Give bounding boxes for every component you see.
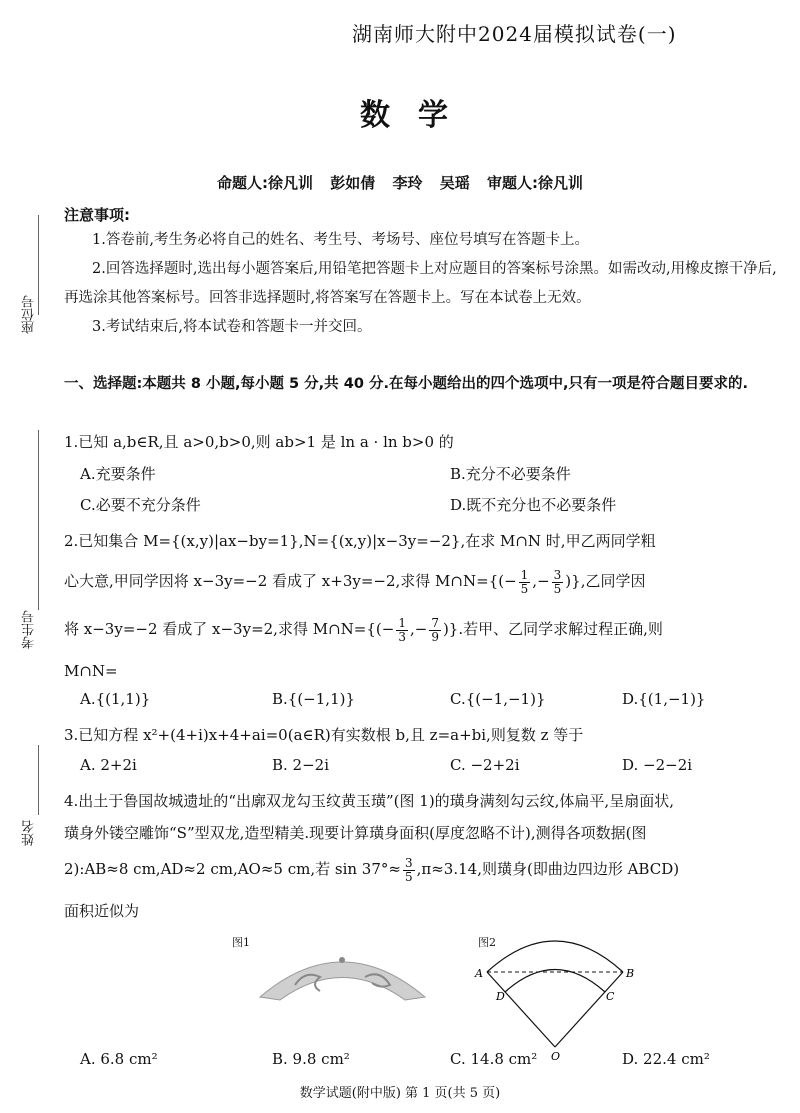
point-label: B [626,967,635,980]
point-label: C [606,990,615,1003]
sector-diagram [470,932,640,1062]
q2-option-d: D.{(1,−1)} [622,690,706,708]
q1-option-c: C.必要不充分条件 [80,496,201,514]
q4-option-b: B. 9.8 cm² [272,1050,350,1068]
jade-artifact-image [255,945,430,1005]
question-3-stem: 3.已知方程 x²+(4+i)x+4+ai=0(a∈R)有实数根 b,且 z=a+bi,则复数 z 等于 [64,726,584,744]
fraction: $\frac{1}{3}$ [398,615,406,644]
author-name: 李玲 [392,174,423,192]
question-4-line-1: 4.出土于鲁国故城遗址的“出廓双龙勾玉纹黄玉璜”(图 1)的璜身满刻勾云纹,体扁平,呈扇面状, [64,792,674,810]
q1-option-b: B.充分不必要条件 [450,465,571,483]
question-4-line-3 [64,854,794,884]
notice-item-1: 1.答卷前,考生务必将自己的姓名、考生号、考场号、座位号填写在答题卡上。 [92,232,589,248]
setter-label: 命题人:徐凡训 [217,174,313,192]
page-footer: 数学试题(附中版) 第 1 页(共 5 页) [299,1086,501,1101]
figure-1-label: 图1 [232,936,250,949]
q2-line2-text: 心大意,甲同学因将 x−3y=−2 看成了 x+3y=−2,求得 M∩N= [64,572,489,590]
q2-line3-end: .若甲、乙同学求解过程正确,则 [458,620,663,638]
reviewer-label: 审题人:徐凡训 [486,174,583,192]
name-line [38,745,39,815]
question-2-line-3: 将 x−3y=−2 看成了 x−3y=2,求得 M∩N={(− $\frac{1}{3}$ ,− $\frac{7}{9}$ )}.若甲、乙同学求解过程正确,则 [64,615,663,644]
q3-option-a: A. 2+2i [80,756,137,774]
exam-no-line [38,430,39,610]
q3-option-b: B. 2−2i [272,756,330,774]
notice-title: 注意事项: [64,206,130,224]
fraction: $\frac{1}{5}$ [520,567,529,596]
question-2-line-2: 心大意,甲同学因将 x−3y=−2 看成了 x+3y=−2,求得 M∩N={(− $\frac{1}{5}$ ,− $\frac{3}{5}$ )},乙同学因 [64,567,646,596]
exam-header-title: 湖南师大附中2024届模拟试卷(一) [352,22,677,46]
notice-item-3: 3.考试结束后,将本试卷和答题卡一并交回。 [92,319,372,335]
name-label: 姓名 [22,820,37,846]
point-label: A [475,967,483,980]
point-label: O [551,1050,561,1062]
question-4-line-2: 璜身外镂空雕饰“S”型双龙,造型精美.现要计算璜身面积(厚度忽略不计),测得各项数据(图 [64,824,647,842]
section-heading: 一、选择题:本题共 8 小题,每小题 5 分,共 40 分.在每小题给出的四个选项中,只有一项是符合题目要求的. [64,376,748,392]
q3-option-d: D. −2−2i [622,756,693,774]
author-name: 吴瑶 [439,174,470,192]
question-4-line-4: 面积近似为 [64,902,140,920]
fraction: $\frac{7}{9}$ [431,615,439,644]
point-label: D [496,990,505,1003]
fraction: $\frac{3}{5}$ [553,567,562,596]
q2-line2-end: ,乙同学因 [580,572,646,590]
question-1-stem: 1.已知 a,b∈R,且 a>0,b>0,则 ab>1 是 ln a · ln b>0 的 [64,433,454,451]
author-name: 彭如倩 [330,174,376,192]
q2-option-a: A.{(1,1)} [80,690,151,708]
subject-title: 数学 [360,98,476,133]
q4-option-c: C. 14.8 cm² [450,1050,538,1068]
q4-option-a: A. 6.8 cm² [80,1050,158,1068]
q1-option-a: A.充要条件 [80,465,156,483]
authors-line [0,172,800,193]
q4-line3-text: 2):AB≈8 cm,AD≈2 cm,AO≈5 cm,若 sin 37°≈ [64,860,401,878]
q1-option-d: D.既不充分也不必要条件 [450,496,617,514]
question-2-line-1: 2.已知集合 M={(x,y)|ax−by=1},N={(x,y)|x−3y=−2},在求 M∩N 时,甲乙两同学粗 [64,532,656,550]
q2-option-c: C.{(−1,−1)} [450,690,546,708]
figure-2-label: 图2 [478,936,496,949]
notice-item-2: 2.回答选择题时,选出每小题答案后,用铅笔把答题卡上对应题目的答案标号涂黑。如需改动,用橡皮擦干净后,再选涂其他答案标号。回答非选择题时,将答案写在答题卡上。写在本试卷上无效。 [64,261,777,306]
question-2-line-4: M∩N= [64,662,118,680]
seat-label: 座位号 [22,295,37,334]
q3-option-c: C. −2+2i [450,756,520,774]
q4-option-d: D. 22.4 cm² [622,1050,710,1068]
exam-no-label: 考生号 [22,610,37,649]
q4-line3-end: ,π≈3.14,则璜身(即曲边四边形 ABCD) [416,860,680,878]
q2-option-b: B.{(−1,1)} [272,690,356,708]
q2-line3-text: 将 x−3y=−2 看成了 x−3y=2,求得 M∩N= [64,620,367,638]
fraction: $\frac{3}{5}$ [404,855,413,884]
